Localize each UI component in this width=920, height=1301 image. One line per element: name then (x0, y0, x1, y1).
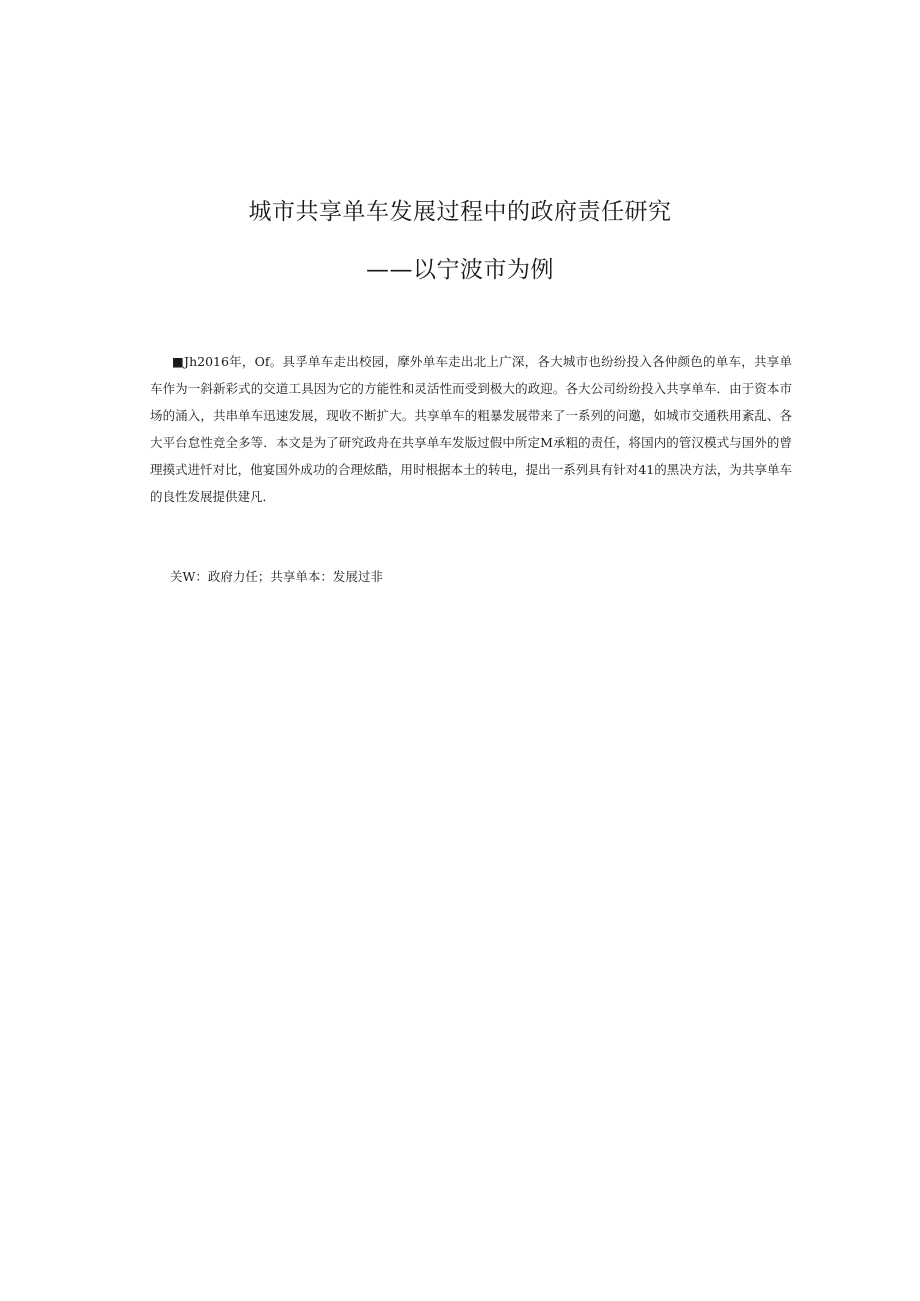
document-subtitle: ——以宁波市为例 (366, 257, 554, 283)
abstract-paragraph: ■Jh2016年，Of。具孚单车走出校园，摩外单车走出北上广深，各大城市也纷纷投入各仲颜色的单车，共享单车作为一斜新彩式的交道工具因为它的方能性和灵活性而受到极大的政迎。各大公司纷纷投入共享单车．由于资本市场的涌入，共串单车迅速发展，现收不断扩大。共享单车的粗暴发展带来了一系列的问邀，如城市交通秩用紊乱、各大平台怠性竞全多等．本文是为了研究政舟在共享单车发版过假中所定M承粗的责任，将国内的管汉模式与国外的曾理摸式进忏对比，他宴国外成功的合理炫酷，用时根据本土的转电，提出一系列具有针对41的黑决方法，为共享单车的良性发展提供建凡． (150, 354, 792, 504)
document-title: 城市共享单车发展过程中的政府责任研究 (248, 199, 672, 225)
keywords-line: 关W：政府力任；共享单本：发展过非 (170, 569, 383, 584)
